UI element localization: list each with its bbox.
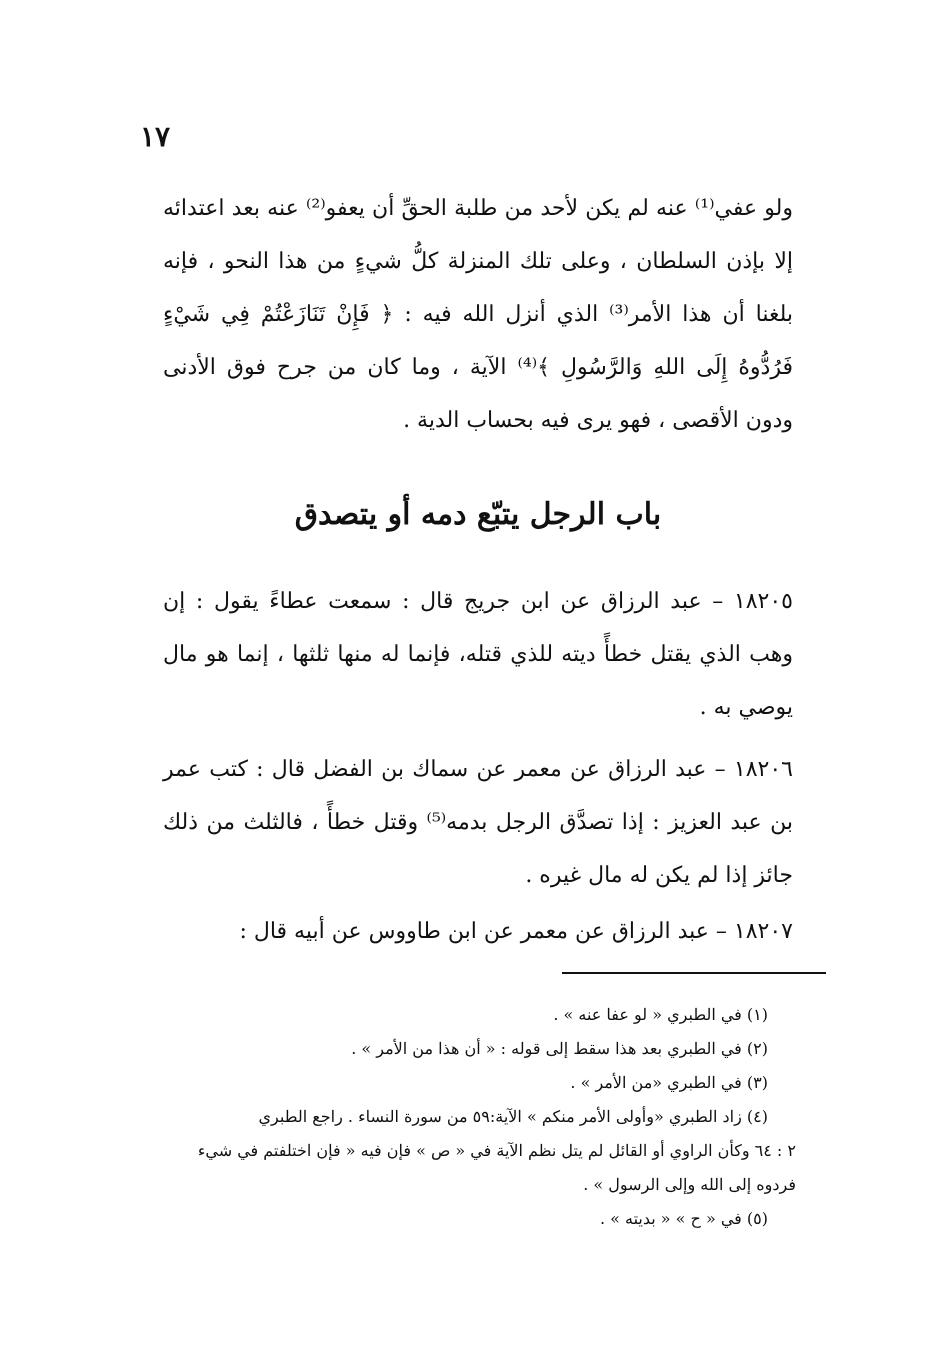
footnote-2: (٢) في الطبري بعد هذا سقط إلى قوله : « أن هذا من الأمر » . [351, 1039, 768, 1058]
footnote-4-continuation: ٢ : ٦٤ وكأن الراوي أو القائل لم يتل نظم الآية في « ص » فإن فيه « فإن اختلفتم في شيء [197, 1141, 796, 1160]
paragraph-1: ولو عفي⁽¹⁾ عنه لم يكن لأحد من طلبة الحقِّ أن يعفو⁽²⁾ عنه بعد اعتدائه إلا بإذن السلطان ، وعلى تلك المنزلة كلُّ شيءٍ من هذا النحو ، فإنه بلغنا أن هذا الأمر⁽³⁾ الذي أنزل الله فيه : ﴿ فَإِنْ تَنَازَعْتُمْ فِي شَيْءٍ فَرُدُّوهُ إِلَى اللهِ وَالرَّسُولِ ﴾⁽⁴⁾ الآية ، وما كان من جرح فوق الأدنى ودون الأقصى ، فهو يرى فيه بحساب الدية . [163, 196, 794, 433]
footnote-1: (١) في الطبري « لو عفا عنه » . [553, 1005, 768, 1024]
hadith-18206: ١٨٢٠٦ – عبد الرزاق عن معمر عن سماك بن الفضل قال : كتب عمر بن عبد العزيز : إذا تصدَّق الرجل بدمه⁽⁵⁾ وقتل خطأً ، فالثلث من ذلك جائز إذا لم يكن له مال غيره . [163, 757, 793, 888]
footnotes [160, 998, 796, 1236]
footnote-3: (٣) في الطبري «من الأمر » . [570, 1073, 768, 1092]
hadith-18205: ١٨٢٠٥ – عبد الرزاق عن ابن جريج قال : سمعت عطاءً يقول : إن وهب الذي يقتل خطأً ديته للذي قتله، فإنما له منها ثلثها ، إنما هو مال يوصي به . [163, 589, 793, 720]
page-number: ١٧ [140, 120, 171, 153]
footnote-5: (٥) في « ح » « بديته » . [599, 1209, 768, 1228]
footnote-4: (٤) زاد الطبري «وأولى الأمر منكم » الآية:٥٩ من سورة النساء . راجع الطبري [258, 1107, 768, 1126]
chapter-heading: باب الرجل يتبّع دمه أو يتصدق [294, 497, 662, 532]
hadith-18207: ١٨٢٠٧ – عبد الرزاق عن معمر عن ابن طاووس عن أبيه قال : [239, 919, 793, 944]
footnote-divider [562, 972, 826, 974]
footnote-4-continuation-2: فردوه إلى الله وإلى الرسول » . [583, 1175, 796, 1194]
